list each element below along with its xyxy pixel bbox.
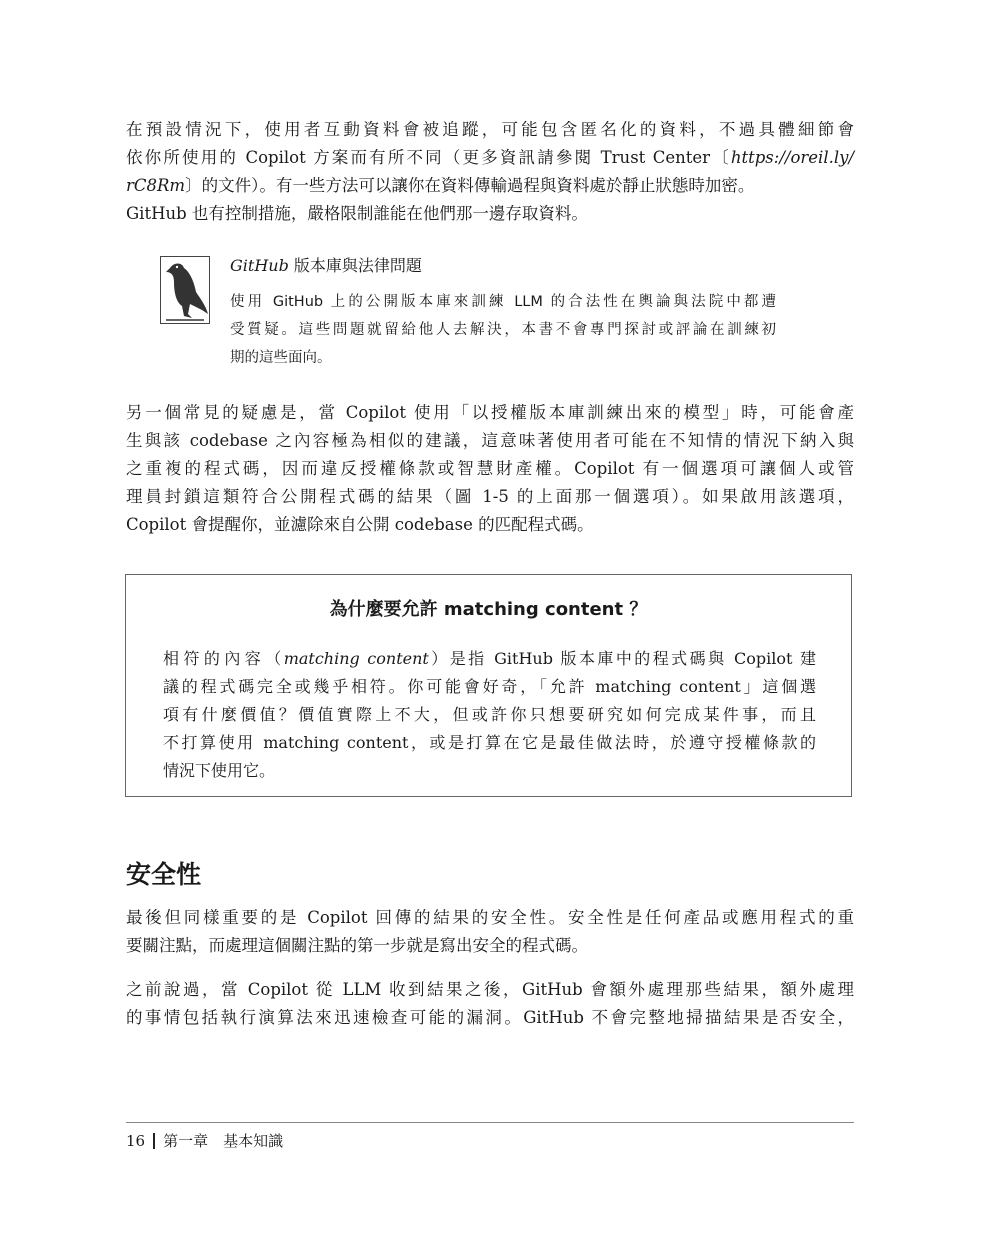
note-line: 期的這些面向。 bbox=[230, 350, 332, 366]
page-footer bbox=[126, 1130, 283, 1151]
text-line: 要關注點，而處理這個關注點的第一步就是寫出安全的程式碼。 bbox=[126, 936, 588, 955]
text-line: 之前說過，當 Copilot 從 LLM 收到結果之後，GitHub 會額外處理那些結果，額外處理 bbox=[126, 980, 854, 999]
section-heading: 安全性 bbox=[126, 860, 202, 889]
trust-center-link-cont[interactable]: rC8Rm bbox=[126, 176, 186, 195]
paragraph-security-intro bbox=[126, 904, 854, 960]
chapter-title: 第一章 基本知識 bbox=[163, 1132, 284, 1150]
paragraph-licensing-concern bbox=[126, 399, 854, 539]
note-title: GitHub 版本庫與法律問題 bbox=[230, 256, 422, 275]
sidebar-body bbox=[163, 645, 816, 785]
text-line: 最後但同樣重要的是 Copilot 回傳的結果的安全性。安全性是任何產品或應用程式的重 bbox=[126, 908, 854, 927]
sidebar-line: 相符的內容（matching content）是指 GitHub 版本庫中的程式碼與 Copilot 建 bbox=[163, 649, 816, 668]
footer-rule bbox=[126, 1122, 854, 1123]
sidebar-title: 為什麼要允許 matching content ？ bbox=[329, 599, 648, 620]
note-line: 受質疑。這些問題就留給他人去解決，本書不會專門探討或評論在訓練初 bbox=[230, 322, 776, 338]
sidebar-line: 不打算使用 matching content，或是打算在它是最佳做法時，於遵守授權條款的 bbox=[163, 733, 816, 752]
text-line: 在預設情況下，使用者互動資料會被追蹤，可能包含匿名化的資料，不過具體細節會 bbox=[126, 120, 854, 139]
paragraph-data-tracking bbox=[126, 116, 854, 228]
text-line: 依你所使用的 Copilot 方案而有所不同（更多資訊請參閱 Trust Center〔https://oreil.ly/ bbox=[126, 148, 854, 167]
page-number: 16 bbox=[126, 1131, 146, 1150]
note-line: 使用 GitHub 上的公開版本庫來訓練 LLM 的合法性在輿論與法院中都遭 bbox=[230, 294, 776, 310]
text-line: 的事情包括執行演算法來迅速檢查可能的漏洞。GitHub 不會完整地掃描結果是否安全， bbox=[126, 1008, 854, 1027]
text-line: 之重複的程式碼，因而違反授權條款或智慧財產權。Copilot 有一個選項可讓個人或管 bbox=[126, 459, 854, 478]
sidebar-line: 項有什麼價值？價值實際上不大，但或許你只想要研究如何完成某件事，而且 bbox=[163, 705, 816, 724]
text-line: GitHub 也有控制措施，嚴格限制誰能在他們那一邊存取資料。 bbox=[126, 204, 588, 223]
text-line: Copilot 會提醒你，並濾除來自公開 codebase 的匹配程式碼。 bbox=[126, 515, 594, 534]
crow-icon bbox=[160, 256, 210, 324]
defined-term: 相符的內容 bbox=[163, 649, 266, 668]
footer-divider bbox=[153, 1133, 155, 1149]
sidebar-line: 議的程式碼完全或幾乎相符。你可能會好奇，「允許 matching content」這個選 bbox=[163, 677, 816, 696]
text-line: 另一個常見的疑慮是，當 Copilot 使用「以授權版本庫訓練出來的模型」時，可能會產 bbox=[126, 403, 854, 422]
text-line: 生與該 codebase 之內容極為相似的建議，這意味著使用者可能在不知情的情況下納入與 bbox=[126, 431, 854, 450]
text-line: rC8Rm〕的文件）。有一些方法可以讓你在資料傳輸過程與資料處於靜止狀態時加密。 bbox=[126, 176, 755, 195]
note-body bbox=[230, 288, 776, 372]
trust-center-link[interactable]: https://oreil.ly/ bbox=[730, 148, 854, 167]
paragraph-vulnerability-check bbox=[126, 976, 854, 1032]
sidebar-box bbox=[125, 574, 852, 797]
sidebar-line: 情況下使用它。 bbox=[163, 761, 276, 780]
text-line: 理員封鎖這類符合公開程式碼的結果（圖 1-5 的上面那一個選項）。如果啟用該選項， bbox=[126, 487, 854, 506]
